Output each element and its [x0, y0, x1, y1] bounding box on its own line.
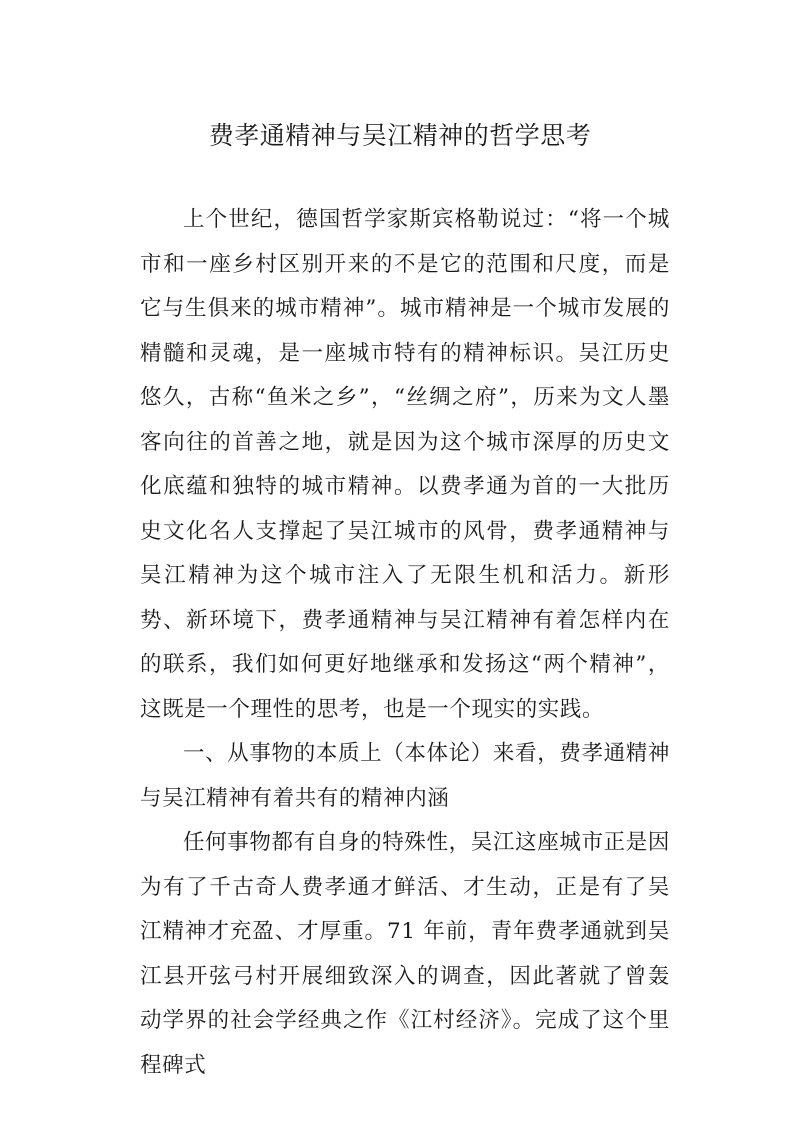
- document-title: 费孝通精神与吴江精神的哲学思考: [208, 121, 592, 150]
- document-body: [140, 198, 670, 1088]
- section-heading-1: 一、从事物的本质上（本体论）来看，费孝通精神与吴江精神有着共有的精神内涵: [140, 741, 670, 811]
- paragraph-intro: 上个世纪，德国哲学家斯宾格勒说过：“将一个城市和一座乡村区别开来的不是它的范围和尺度，而是它与生俱来的城市精神”。城市精神是一个城市发展的精髓和灵魂，是一座城市特有的精神标识。吴江历史悠久，古称“鱼米之乡”，“丝绸之府”，历来为文人墨客向往的首善之地，就是因为这个城市深厚的历史文化底蕴和独特的城市精神。以费孝通为首的一大批历史文化名人支撑起了吴江城市的风骨，费孝通精神与吴江精神为这个城市注入了无限生机和活力。新形势、新环境下，费孝通精神与吴江精神有着怎样内在的联系，我们如何更好地继承和发扬这“两个精神”，这既是一个理性的思考，也是一个现实的实践。: [140, 207, 670, 722]
- paragraph-section-1: 任何事物都有自身的特殊性，吴江这座城市正是因为有了千古奇人费孝通才鲜活、才生动，正是有了吴江精神才充盈、才厚重。71 年前，青年费孝通就到吴江县开弦弓村开展细致深入的调查，因此著就了曾轰动学界的社会学经典之作《江村经济》。完成了这个里程碑式: [140, 830, 670, 1078]
